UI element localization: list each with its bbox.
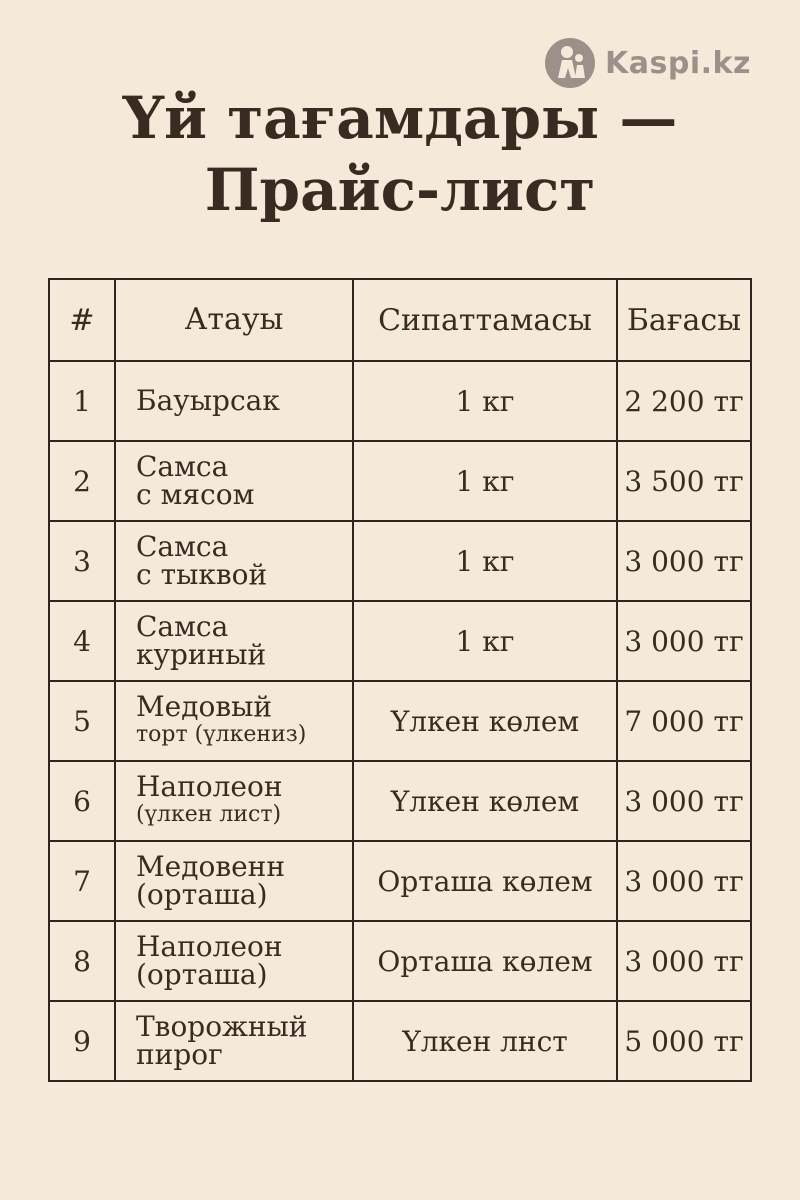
table-row [49,601,751,681]
row-name [115,441,353,521]
header-price: Бағасы [617,279,751,361]
row-name-line-2: куриный [136,638,267,671]
page-title [0,82,800,226]
row-name [115,921,353,1001]
table-row [49,921,751,1001]
row-name-line-2: (орташа) [136,958,268,991]
row-price: 3 000 тг [617,841,751,921]
row-price: 3 000 тг [617,761,751,841]
kaspi-logo-icon [545,38,595,88]
row-price: 3 500 тг [617,441,751,521]
row-name-line-2: (үлкен лист) [136,802,282,827]
row-price: 2 200 тг [617,361,751,441]
price-table [48,278,752,1082]
row-num: 4 [49,601,115,681]
row-name [115,761,353,841]
table-row [49,761,751,841]
row-name-line-1: Творожный [136,1010,308,1043]
row-desc: Үлкен көлем [353,761,617,841]
row-num: 8 [49,921,115,1001]
row-desc: Үлкен лнст [353,1001,617,1081]
table-row [49,441,751,521]
row-price: 3 000 тг [617,921,751,1001]
row-name-line-1: Самса [136,530,229,563]
table-row [49,521,751,601]
row-num: 5 [49,681,115,761]
brand-logo [545,38,751,88]
row-name-line-1: Медовенн [136,850,285,883]
brand-name: Kaspi.kz [605,45,751,81]
row-price: 5 000 тг [617,1001,751,1081]
row-desc: Орташа көлем [353,921,617,1001]
table-header-row [49,279,751,361]
row-num: 9 [49,1001,115,1081]
page-title-line-2: Прайс-лист [204,156,596,224]
row-name-line-2: пирог [136,1038,223,1071]
row-name-line-1: Самса [136,450,229,483]
row-name-line-2: с мясом [136,478,255,511]
row-desc: 1 кг [353,601,617,681]
row-num: 2 [49,441,115,521]
row-name-line-2: (орташа) [136,878,268,911]
row-num: 1 [49,361,115,441]
row-name-line-1: Медовый [136,690,273,723]
header-num: # [49,279,115,361]
row-name-line-1: Самса [136,610,229,643]
row-name [115,841,353,921]
row-desc: 1 кг [353,361,617,441]
row-num: 6 [49,761,115,841]
table-row [49,361,751,441]
row-name-line-1: Бауырсак [136,384,280,417]
row-name-line-1: Наполеон [136,930,283,963]
table-row [49,1001,751,1081]
row-price: 3 000 тг [617,521,751,601]
table-row [49,841,751,921]
row-price: 3 000 тг [617,601,751,681]
row-name-line-2: с тыквой [136,558,268,591]
row-name [115,601,353,681]
row-desc: Орташа көлем [353,841,617,921]
row-name [115,1001,353,1081]
row-desc: 1 кг [353,441,617,521]
row-desc: Үлкен көлем [353,681,617,761]
row-price: 7 000 тг [617,681,751,761]
row-name-line-2: торт (үлкениз) [136,722,307,747]
row-name [115,361,353,441]
row-desc: 1 кг [353,521,617,601]
row-num: 3 [49,521,115,601]
row-num: 7 [49,841,115,921]
header-desc: Сипаттамасы [353,279,617,361]
row-name-line-1: Наполеон [136,770,283,803]
page-title-line-1: Үй тағамдары — [122,84,678,152]
row-name [115,681,353,761]
row-name [115,521,353,601]
header-name: Атауы [115,279,353,361]
table-row [49,681,751,761]
